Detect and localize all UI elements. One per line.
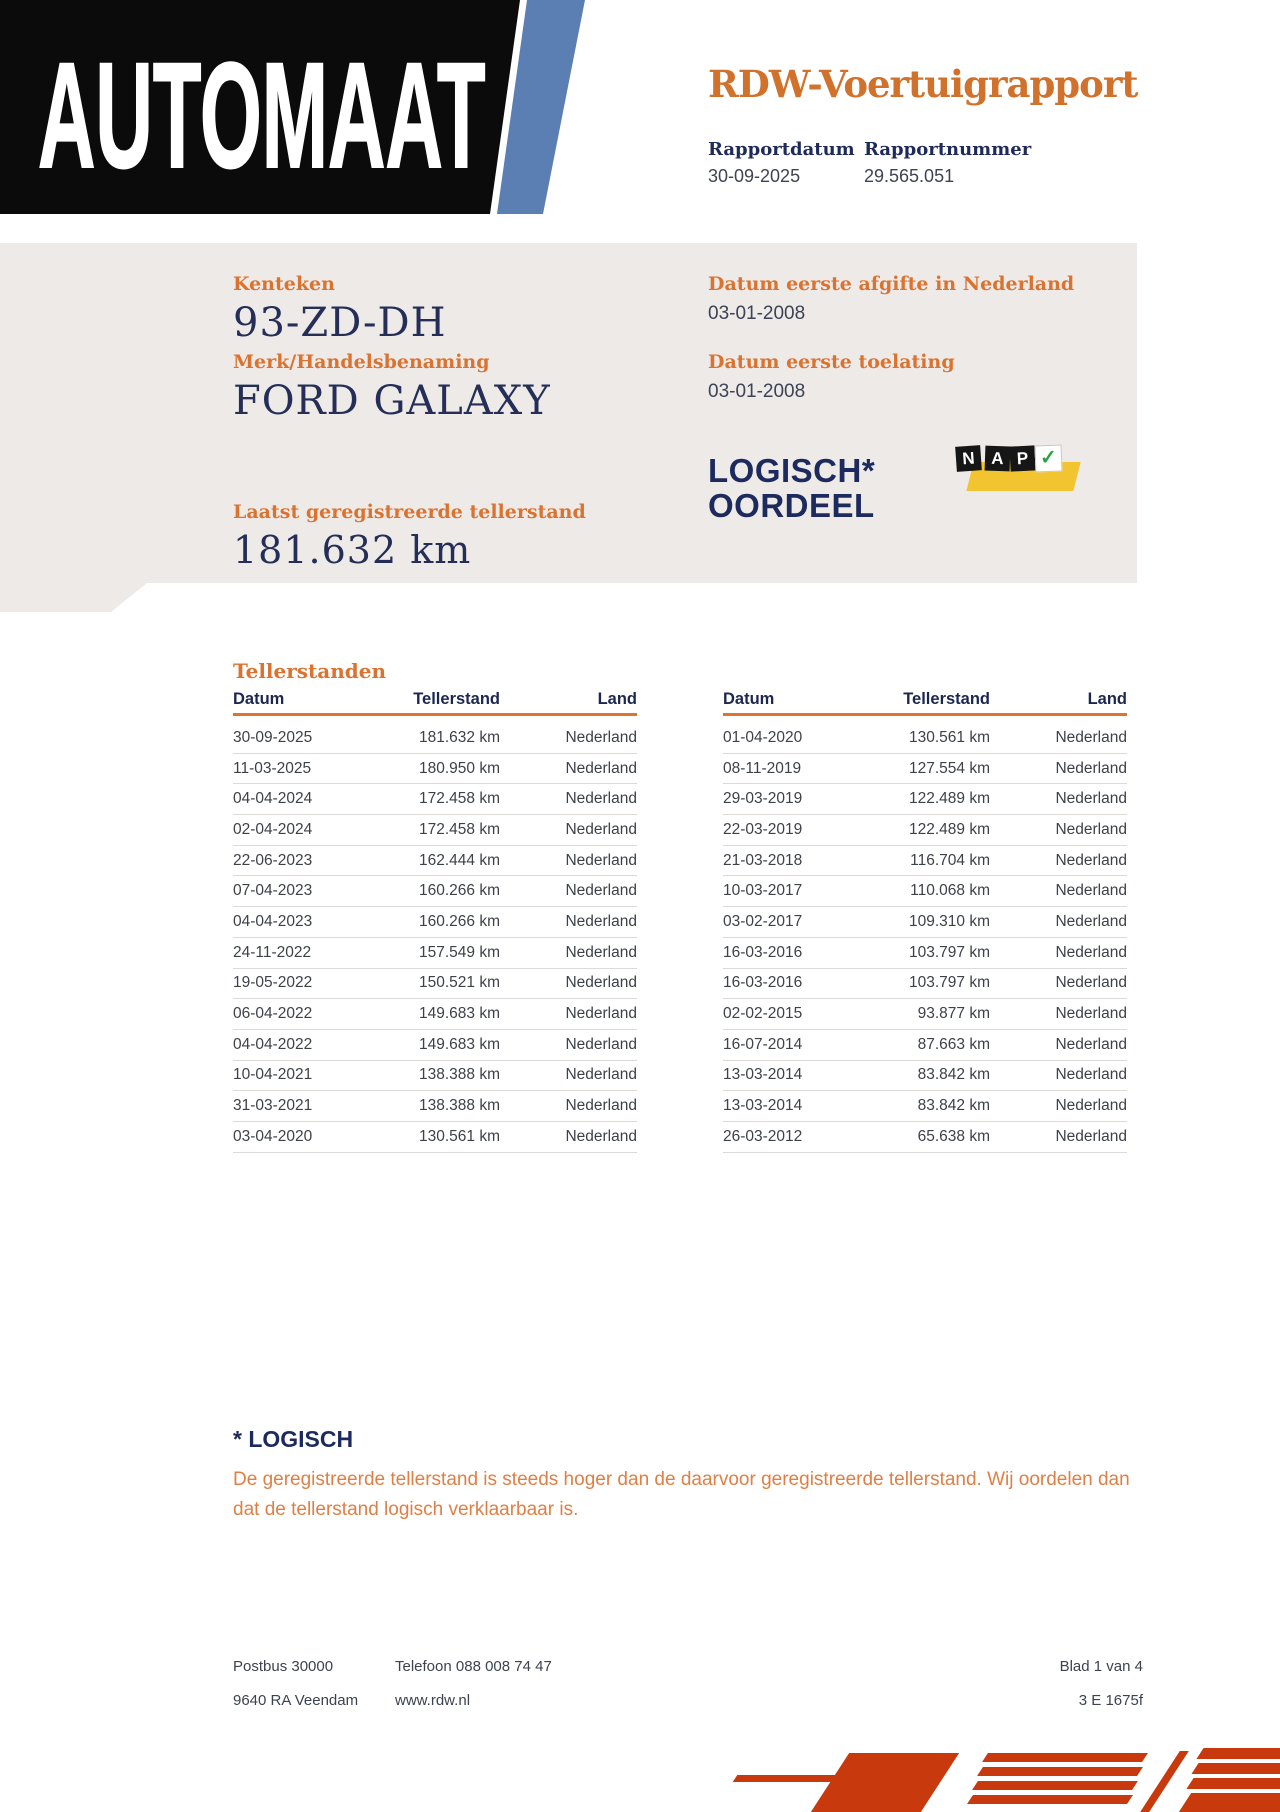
table-row	[233, 876, 637, 907]
table-cell: 31-03-2021	[233, 1097, 313, 1115]
table-header	[233, 690, 637, 716]
nap-letter-a: A	[985, 446, 1011, 472]
table-cell: 109.310 km	[909, 912, 990, 930]
table-cell: 172.458 km	[419, 790, 500, 808]
table-cell: 16-03-2016	[723, 943, 803, 961]
table-row	[233, 907, 637, 938]
vehicle-summary-panel	[0, 243, 1137, 613]
table-cell: 10-03-2017	[723, 882, 803, 900]
table-row	[233, 846, 637, 877]
footer-address-line1: Postbus 30000	[233, 1658, 334, 1675]
judgement-line1: LOGISCH*	[708, 452, 876, 489]
kenteken-value: 93-ZD-DH	[233, 300, 447, 346]
table-cell: Nederland	[565, 728, 637, 746]
table-cell: Nederland	[565, 1005, 637, 1023]
table-cell: Nederland	[565, 882, 637, 900]
logo-stripe	[967, 1795, 1133, 1804]
table-row	[233, 1061, 637, 1092]
table-cell: Nederland	[1055, 912, 1127, 930]
table-row	[723, 969, 1127, 1000]
table-row	[233, 938, 637, 969]
logo-stripe	[982, 1753, 1148, 1762]
footer-address-line2: 9640 RA Veendam	[233, 1692, 359, 1709]
table-cell: 03-04-2020	[233, 1127, 313, 1145]
table-cell: Nederland	[1055, 1127, 1127, 1145]
table-row	[723, 1091, 1127, 1122]
merk-value: FORD GALAXY	[233, 378, 551, 424]
table-cell: 13-03-2014	[723, 1066, 803, 1084]
table-cell: 10-04-2021	[233, 1066, 313, 1084]
table-cell: 122.489 km	[909, 790, 990, 808]
table-cell: 157.549 km	[419, 943, 500, 961]
table-cell: Nederland	[565, 1066, 637, 1084]
table-row	[233, 754, 637, 785]
table-cell: 110.068 km	[910, 882, 990, 900]
table-row	[723, 1061, 1127, 1092]
table-cell: Nederland	[565, 759, 637, 777]
table-row	[233, 969, 637, 1000]
footer-phone: Telefoon 088 008 74 47	[395, 1658, 552, 1675]
footer-page-number: Blad 1 van 4	[1059, 1658, 1143, 1675]
table-cell: 162.444 km	[419, 851, 500, 869]
col-tellerstand: Tellerstand	[903, 690, 990, 708]
table-cell: 181.632 km	[419, 728, 500, 746]
table-cell: 130.561 km	[909, 728, 990, 746]
table-cell: Nederland	[1055, 851, 1127, 869]
kenteken-label: Kenteken	[233, 273, 335, 295]
nap-checkmark-icon: ✓	[1035, 445, 1063, 473]
table-body	[723, 723, 1127, 1153]
table-cell: 93.877 km	[917, 1005, 990, 1023]
table-cell: 21-03-2018	[723, 851, 803, 869]
logo-stripe	[1186, 1778, 1280, 1789]
table-cell: Nederland	[565, 943, 637, 961]
afgifte-value: 03-01-2008	[708, 303, 806, 324]
table-row	[233, 1091, 637, 1122]
table-cell: Nederland	[565, 790, 637, 808]
report-date-value: 30-09-2025	[708, 166, 801, 186]
table-cell: 116.704 km	[910, 851, 990, 869]
table-cell: Nederland	[565, 912, 637, 930]
table-cell: 07-04-2023	[233, 882, 313, 900]
table-cell: Nederland	[1055, 820, 1127, 838]
table-cell: Nederland	[565, 1035, 637, 1053]
table-cell: 150.521 km	[419, 974, 500, 992]
table-cell: Nederland	[1055, 790, 1127, 808]
table-cell: Nederland	[1055, 1035, 1127, 1053]
table-cell: 04-04-2024	[233, 790, 313, 808]
nap-logo	[956, 443, 1086, 497]
report-date-label: Rapportdatum	[708, 139, 855, 160]
meter-table-right	[723, 690, 1127, 1153]
table-cell: 103.797 km	[909, 974, 990, 992]
table-row	[723, 846, 1127, 877]
table-cell: 149.683 km	[419, 1005, 500, 1023]
logo-stripe	[972, 1781, 1138, 1790]
table-cell: Nederland	[1055, 1097, 1127, 1115]
table-row	[233, 784, 637, 815]
table-cell: 138.388 km	[419, 1097, 500, 1115]
table-cell: 19-05-2022	[233, 974, 313, 992]
tellerstand-value: 181.632 km	[233, 528, 472, 572]
table-cell: Nederland	[565, 974, 637, 992]
table-row	[233, 723, 637, 754]
table-cell: 160.266 km	[419, 882, 500, 900]
table-cell: 11-03-2025	[233, 759, 312, 777]
logo-stripe	[1196, 1748, 1280, 1759]
table-cell: 03-02-2017	[723, 912, 803, 930]
table-row	[723, 999, 1127, 1030]
table-row	[723, 938, 1127, 969]
table-row	[233, 999, 637, 1030]
table-cell: 02-04-2024	[233, 820, 313, 838]
table-cell: 01-04-2020	[723, 728, 803, 746]
col-land: Land	[597, 690, 637, 708]
table-row	[723, 723, 1127, 754]
table-cell: 83.842 km	[917, 1066, 990, 1084]
table-cell: 83.842 km	[917, 1097, 990, 1115]
brand-logo-text: AUTOMAAT	[38, 31, 486, 199]
table-cell: 138.388 km	[419, 1066, 500, 1084]
footnote-heading: * LOGISCH	[233, 1426, 354, 1452]
logo-slash	[1140, 1751, 1189, 1812]
table-cell: 130.561 km	[419, 1127, 500, 1145]
table-cell: 103.797 km	[909, 943, 990, 961]
col-datum: Datum	[723, 690, 775, 708]
col-tellerstand: Tellerstand	[413, 690, 500, 708]
toelating-label: Datum eerste toelating	[708, 351, 955, 373]
afgifte-label: Datum eerste afgifte in Nederland	[708, 273, 1075, 295]
table-cell: Nederland	[1055, 759, 1127, 777]
tellerstand-label: Laatst geregistreerde tellerstand	[233, 501, 586, 523]
logo-stripe	[1179, 1793, 1280, 1812]
table-cell: 29-03-2019	[723, 790, 803, 808]
table-cell: 180.950 km	[419, 759, 500, 777]
table-body	[233, 723, 637, 1153]
toelating-value: 03-01-2008	[708, 381, 806, 402]
report-title: RDW-Voertuigrapport	[708, 62, 1138, 106]
table-row	[723, 784, 1127, 815]
table-cell: Nederland	[1055, 728, 1127, 746]
table-row	[723, 876, 1127, 907]
footnote-body: De geregistreerde tellerstand is steeds hoger dan de daarvoor geregistreerde tellerstand. Wij oordelen dan dat de tellerstand logisch verklaarbaar is.	[233, 1469, 1130, 1520]
table-row	[723, 1030, 1127, 1061]
table-cell: 127.554 km	[909, 759, 990, 777]
table-cell: Nederland	[565, 1097, 637, 1115]
logo-stripe	[977, 1767, 1143, 1776]
table-cell: 13-03-2014	[723, 1097, 803, 1115]
table-cell: Nederland	[1055, 1005, 1127, 1023]
meter-table-left	[233, 690, 637, 1153]
table-cell: 06-04-2022	[233, 1005, 313, 1023]
table-cell: Nederland	[1055, 943, 1127, 961]
nap-letter-n: N	[955, 445, 982, 472]
table-cell: Nederland	[1055, 974, 1127, 992]
table-cell: Nederland	[1055, 1066, 1127, 1084]
col-datum: Datum	[233, 690, 285, 708]
section-title-tellerstanden: Tellerstanden	[233, 659, 387, 683]
table-cell: 04-04-2022	[233, 1035, 313, 1053]
table-row	[233, 815, 637, 846]
table-cell: 16-07-2014	[723, 1035, 803, 1053]
table-cell: 122.489 km	[909, 820, 990, 838]
report-number-value: 29.565.051	[864, 166, 955, 186]
table-row	[723, 907, 1127, 938]
logo-stripe	[1191, 1763, 1280, 1774]
judgement-text	[708, 453, 875, 523]
table-cell: Nederland	[565, 851, 637, 869]
col-land: Land	[1087, 690, 1127, 708]
merk-label: Merk/Handelsbenaming	[233, 351, 490, 373]
table-cell: 02-02-2015	[723, 1005, 803, 1023]
table-cell: Nederland	[565, 820, 637, 838]
table-cell: 24-11-2022	[233, 943, 312, 961]
table-cell: 22-06-2023	[233, 851, 313, 869]
table-cell: 08-11-2019	[723, 759, 802, 777]
report-number-label: Rapportnummer	[864, 139, 1032, 160]
nap-letter-p: P	[1009, 445, 1035, 471]
footer-form-code: 3 E 1675f	[1078, 1692, 1143, 1709]
table-row	[723, 1122, 1127, 1153]
table-cell: 22-03-2019	[723, 820, 803, 838]
table-cell: Nederland	[1055, 882, 1127, 900]
rdw-logo-graphic	[690, 1743, 1280, 1812]
table-cell: 65.638 km	[917, 1127, 990, 1145]
table-row	[233, 1122, 637, 1153]
judgement-line2: OORDEEL	[708, 487, 875, 524]
table-cell: 160.266 km	[419, 912, 500, 930]
footer-website: www.rdw.nl	[395, 1692, 471, 1709]
table-cell: 87.663 km	[917, 1035, 990, 1053]
table-row	[723, 815, 1127, 846]
table-cell: 26-03-2012	[723, 1127, 803, 1145]
table-row	[233, 1030, 637, 1061]
table-header	[723, 690, 1127, 716]
table-cell: 04-04-2023	[233, 912, 313, 930]
table-cell: Nederland	[565, 1127, 637, 1145]
table-cell: 30-09-2025	[233, 728, 313, 746]
logo-block	[811, 1753, 959, 1812]
table-row	[723, 754, 1127, 785]
table-cell: 16-03-2016	[723, 974, 803, 992]
table-cell: 172.458 km	[419, 820, 500, 838]
table-cell: 149.683 km	[419, 1035, 500, 1053]
